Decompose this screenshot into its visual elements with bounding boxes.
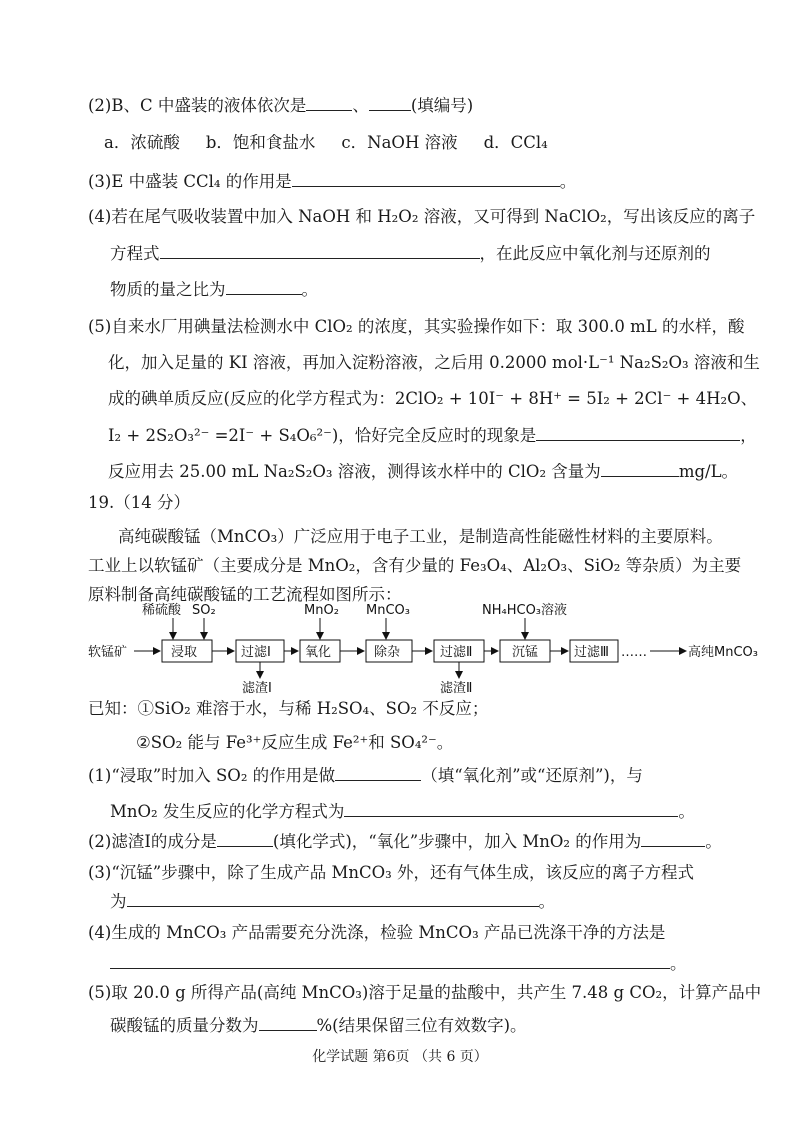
q19-part5-line2: 碳酸锰的质量分数为 %(结果保留三位有效数字)。 <box>110 1016 527 1035</box>
answer-blank[interactable] <box>217 830 273 847</box>
q18-options: a．浓硫酸 b．饱和食盐水 c．NaOH 溶液 d．CCl₄ <box>104 133 548 152</box>
q18-part4-line3: 物质的量之比为 。 <box>110 280 318 299</box>
flow-step-label: 沉锰 <box>512 645 539 660</box>
q19-known-1: 已知：①SiO₂ 难溶于水，与稀 H₂SO₄、SO₂ 不反应； <box>88 699 489 718</box>
q19-part3-line2: 为 。 <box>110 892 555 911</box>
process-flow-diagram <box>0 600 800 705</box>
answer-blank[interactable] <box>306 94 352 111</box>
flow-step-label: 过滤Ⅱ <box>440 645 473 660</box>
q18-part5-line1: (5)自来水厂用碘量法检测水中 ClO₂ 的浓度，其实验操作如下：取 300.0 mL 的水样，酸 <box>88 317 745 336</box>
answer-blank[interactable] <box>344 800 678 817</box>
q19-part3-line1: (3)“沉锰”步骤中，除了生成产品 MnCO₃ 外，还有气体生成，该反应的离子方程式 <box>88 863 695 882</box>
flow-step-label: 浸取 <box>171 645 198 660</box>
q18-part5-line2: 化，加入足量的 KI 溶液，再加入淀粉溶液，之后用 0.2000 mol·L⁻¹ Na₂S₂O₃ 溶液和生 <box>108 353 760 372</box>
q18-part5-line5: 反应用去 25.00 mL Na₂S₂O₃ 溶液，测得该水样中的 ClO₂ 含量为 mg/L。 <box>108 462 739 481</box>
flow-step-label: 过滤Ⅲ <box>574 645 609 660</box>
residue-label: 滤渣Ⅰ <box>242 681 272 696</box>
flow-step-label: 除杂 <box>374 645 401 660</box>
q19-part4-line1: (4)生成的 MnCO₃ 产品需要充分洗涤，检验 MnCO₃ 产品已洗涤干净的方法是 <box>88 923 666 942</box>
answer-blank[interactable] <box>335 764 421 781</box>
q19-intro-line1: 高纯碳酸锰（MnCO₃）广泛应用于电子工业，是制造高性能磁性材料的主要原料。 <box>118 527 723 546</box>
answer-blank[interactable] <box>641 830 705 847</box>
answer-blank[interactable] <box>369 94 411 111</box>
q19-part1-line2: MnO₂ 发生反应的化学方程式为 。 <box>110 802 695 821</box>
flow-end-label: 高纯MnCO₃ <box>688 645 758 660</box>
flow-step-label: 氧化 <box>305 645 332 660</box>
answer-blank[interactable] <box>160 242 480 259</box>
q18-part2: (2)B、C 中盛装的液体依次是 、 (填编号) <box>88 96 474 115</box>
q18-part5-line4: I₂ + 2S₂O₃²⁻ =2I⁻ + S₄O₆²⁻)，恰好完全反应时的现象是 ， <box>108 426 757 445</box>
answer-blank[interactable] <box>110 952 670 969</box>
q19-part5-line1: (5)取 20.0 g 所得产品(高纯 MnCO₃)溶于足量的盐酸中，共产生 7.48 g CO₂，计算产品中 <box>88 983 762 1002</box>
answer-blank[interactable] <box>259 1014 317 1031</box>
q19-header: 19.（14 分） <box>88 493 190 512</box>
flow-step-label: 过滤Ⅰ <box>241 645 271 660</box>
reagent-label: MnO₂ <box>304 603 339 618</box>
q18-part5-line3: 成的碘单质反应(反应的化学方程式为：2ClO₂ + 10I⁻ + 8H⁺ = 5I₂ + 2Cl⁻ + 4H₂O、 <box>108 389 758 408</box>
residue-label: 滤渣Ⅱ <box>440 681 473 696</box>
answer-blank[interactable] <box>601 460 679 477</box>
q19-intro-line2: 工业上以软锰矿（主要成分是 MnO₂，含有少量的 Fe₃O₄、Al₂O₃、SiO₂ 等杂质）为主要 <box>88 556 742 575</box>
q18-part3: (3)E 中盛装 CCl₄ 的作用是 。 <box>88 172 577 191</box>
answer-blank[interactable] <box>226 278 302 295</box>
flow-start-label: 软锰矿 <box>88 645 128 660</box>
reagent-label: MnCO₃ <box>366 603 410 618</box>
q19-part1-line1: (1)“浸取”时加入 SO₂ 的作用是做 （填“氧化剂”或“还原剂”)，与 <box>88 766 643 785</box>
page-footer: 化学试题 第6页 （共 6 页） <box>312 1049 488 1065</box>
q19-intro-line3: 原料制备高纯碳酸锰的工艺流程如图所示： <box>88 585 402 604</box>
reagent-label: 稀硫酸 <box>142 603 182 618</box>
q18-part4-line2: 方程式 ，在此反应中氧化剂与还原剂的 <box>110 244 711 263</box>
q19-part2: (2)滤渣Ⅰ的成分是 (填化学式)，“氧化”步骤中，加入 MnO₂ 的作用为 。 <box>88 832 722 851</box>
reagent-label: NH₄HCO₃溶液 <box>482 603 568 618</box>
q18-part4-line1: (4)若在尾气吸收装置中加入 NaOH 和 H₂O₂ 溶液，又可得到 NaClO₂，写出该反应的离子 <box>88 207 756 226</box>
q19-known-2: ②SO₂ 能与 Fe³⁺反应生成 Fe²⁺和 SO₄²⁻。 <box>136 733 454 752</box>
answer-blank[interactable] <box>292 170 560 187</box>
reagent-label: SO₂ <box>192 603 216 618</box>
q19-part4-line2: 。 <box>110 952 687 975</box>
answer-blank[interactable] <box>127 890 539 907</box>
flow-dots: …… <box>621 645 647 660</box>
answer-blank[interactable] <box>536 424 740 441</box>
